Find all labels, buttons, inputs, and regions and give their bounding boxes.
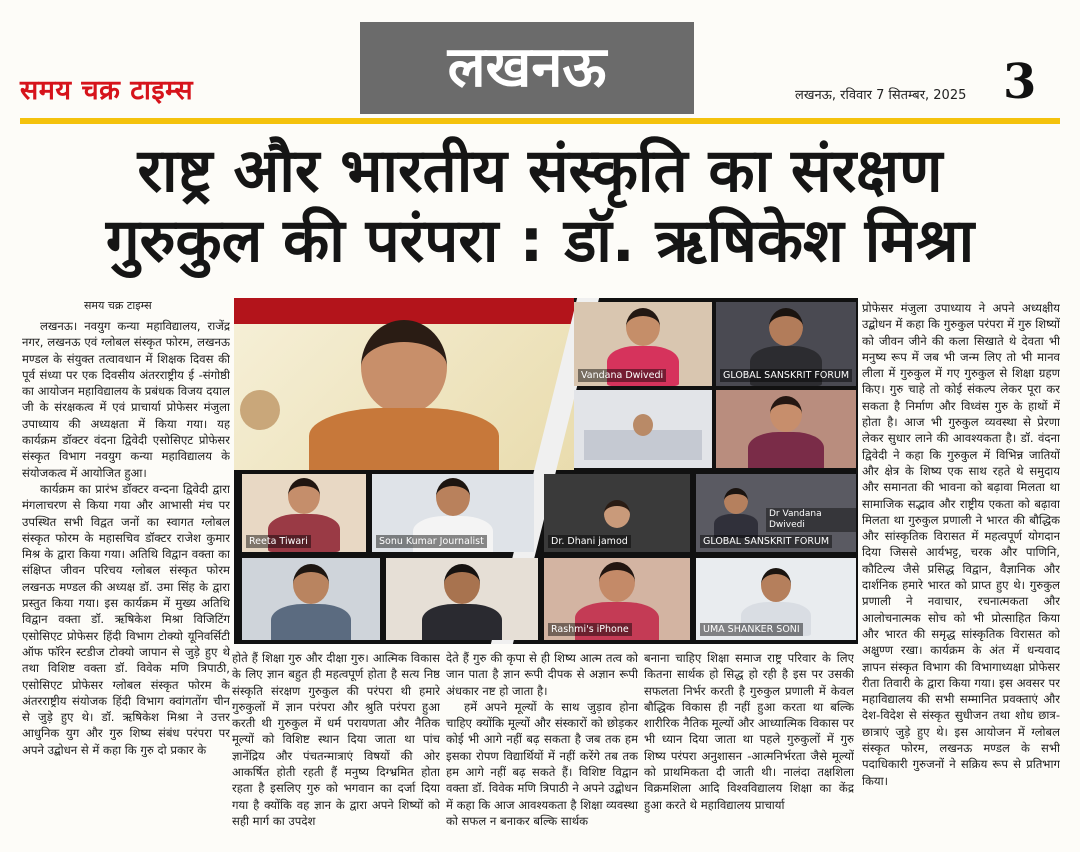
participant-tile-uma [696,558,856,640]
video-conference-photo [234,298,858,644]
participant-tile-rashmi [544,558,690,640]
paragraph: कार्यक्रम का प्रारंभ डॉक्टर वन्दना द्विवेदी द्वारा मंगलाचरण से किया गया और आभासी मंच पर उपस्थित सभी विद्वत जनों का स्वागत ग्लोबल संस्कृत फोरम के महासचिव डॉक्टर राजेश कुमार मिश्र के द्वारा किया गया। अतिथि विद्वान वक्ता का संक्षिप्त जीवन परिचय ग्लोबल संस्कृत फोरम लखनऊ मण्डल की अध्यक्ष डॉ. उमा सिंह के द्वारा प्रस्तुत किया गया। इस कार्यक्रम में मुख्य अतिथि विद्वान वक्ता डॉ. ऋषिकेश मिश्रा विजिटिंग एसोसिएट प्रोफेसर हिंदी विभाग टोक्यो यूनिवर्सिटी ऑफ फॉरेन स्टडीज टोक्यो जापान से जुड़े हुए थे तथा विशिष्ट वक्ता डॉ. विवेक मणि त्रिपाठी, एसोसिएट प्रोफेसर ग्लोबल संस्कृत फोरम के अंतरराष्ट्रीय संयोजक हिंदी विभाग क्वांगतोंग चीन से जुड़े हुए थे। डॉ. ऋषिकेश मिश्रा ने उत्तर आधुनिक युग और गुरु शिष्य संबंध परंपरा पर अपने उद्बोधन से में कहा कि गुरु दो प्रकार के [22,481,230,757]
participant-tile-forum-2 [696,474,856,552]
participant-tile-dhani [544,474,690,552]
headline [20,138,1060,274]
masthead-rule [20,118,1060,124]
speaker-person [309,320,499,470]
participant-name: Sonu Kumar Journalist [376,535,487,548]
article-column-4 [644,650,854,852]
byline: समय चक्र टाइम्स [84,299,152,312]
participant-name: GLOBAL SANSKRIT FORUM [720,369,852,382]
paragraph: हमें अपने मूल्यों के साथ जुड़ाव होना चाहिए क्योंकि मूल्यों और संस्कारों को छोड़कर कोई भी आगे नहीं बढ़ सकता है जब तक हम इसका रोपण विद्यार्थियों में नहीं करेंगे तब तक हम आगे नहीं बढ़ सकते हैं। विशिष्ट विद्वान वक्ता डॉ. विवेक मणि त्रिपाठी ने अपने उद्बोधन में कहा कि आज आवश्यकता है शिक्षा व्यवस्था को सफल न बनाकर बल्कि सार्थक [446,699,638,828]
paragraph: देते हैं गुरु की कृपा से ही शिष्य आत्म तत्व को जान पाता है ज्ञान रूपी दीपक से अज्ञान रूपी अंधकार नष्ट हो जाता है। [446,651,638,698]
page-number: 3 [1003,54,1037,110]
participant-name: GLOBAL SANSKRIT FORUM [700,535,832,548]
participant-tile-woman [716,390,856,468]
city-banner [360,22,694,114]
paragraph: बनाना चाहिए शिक्षा समाज राष्ट्र परिवार के लिए कितना सार्थक हो सिद्ध हो रही है इस पर उसकी सफलता निर्भर करती है गुरुकुल प्रणाली में केवल बौद्धिक विकास ही नहीं हुआ करता था बल्कि शारीरिक नैतिक मूल्यों और आध्यात्मिक विकास पर भी ध्यान दिया जाता था पहले गुरुकुलों में गुरु शिष्य परंपरा अनुशासन -आत्मनिर्भरता जैसे मूल्यों को प्राथमिकता दी जाती थी। नालंदा तक्षशिला विक्रमशिला आदि विश्वविद्यालय शिक्षा का केंद्र हुआ करते थे महाविद्यालय प्राचार्या [644,651,854,812]
masthead [0,0,1080,124]
participant-tile-classroom [574,390,712,468]
article-column-1 [22,318,230,852]
headline-line-1: राष्ट्र और भारतीय संस्कृति का संरक्षण [137,136,943,206]
participant-tile-sonu [372,474,534,552]
participant-tile-man-2 [386,558,538,640]
participant-name: Dr. Dhani jamod [548,535,631,548]
paragraph: लखनऊ। नवयुग कन्या महाविद्यालय, राजेंद्र नगर, लखनऊ एवं ग्लोबल संस्कृत फोरम, लखनऊ मण्डल के संयुक्त तत्वावधान में शिक्षक दिवस की पूर्व संध्या पर एक दिवसीय अंतरराष्ट्रीय ई -संगोष्ठी का आयोजन महाविद्यालय के प्रबंधक विजय दयाल जी के संरक्षकत्व में एवं प्राचार्या प्रोफेसर मंजुला उपाध्याय की अध्यक्षता में किया गया। यह कार्यक्रम डॉक्टर वंदना द्विवेदी एसोसिएट प्रोफेसर संस्कृत विभाग नवयुग कन्या महाविद्यालय के संयोजकत्व में आयोजित हुआ। [22,319,230,480]
newspaper-name: समय चक्र टाइम्स [20,75,194,106]
issue-date: लखनऊ, रविवार 7 सितम्बर, 2025 [795,88,967,103]
headline-line-2: गुरुकुल की परंपरा : डॉ. ऋषिकेश मिश्रा [105,206,975,276]
participant-tile-reeta [242,474,366,552]
participant-tile-vandana [574,302,712,386]
article-column-2 [232,650,440,852]
inset-photo [240,390,280,430]
paragraph: होते हैं शिक्षा गुरु और दीक्षा गुरु। आत्मिक विकास के लिए ज्ञान बहुत ही महत्वपूर्ण होता है सत्य निष्ठ संस्कृति संरक्षण गुरुकुल की परंपरा थी हमारे गुरुकुलों में ज्ञान परंपरा और श्रुति परंपरा हुआ करती थी गुरुकुल में धर्म परायणता और नैतिक मूल्यों को विशिष्ट स्थान दिया जाता था पांच ज्ञानेंद्रिय और पंचतन्मात्राएं विषयों की ओर आकर्षित होती रहती हैं मनुष्य दिग्भ्रमित होता रहता है इसलिए गुरु को भगवान का दर्जा दिया गया है क्योंकि वह ज्ञान के द्वारा अपने शिष्यों को सही मार्ग का उपदेश [232,651,440,828]
participant-tile-forum [716,302,856,386]
city-name: लखनऊ [447,35,607,100]
participant-tile-man-1 [242,558,380,640]
participant-name: Reeta Tiwari [246,535,311,548]
article-column-5 [862,300,1060,852]
participant-name: UMA SHANKER SONI [700,623,803,636]
article-column-3 [446,650,638,852]
participant-name: Rashmi's iPhone [548,623,632,636]
participant-name: Vandana Dwivedi [578,369,666,382]
participant-name: Dr Vandana Dwivedi [766,508,856,532]
speaker-tile [234,298,574,470]
paragraph: प्रोफेसर मंजुला उपाध्याय ने अपने अध्यक्षीय उद्बोधन में कहा कि गुरुकुल परंपरा में गुरु शिष्यों को जीवन जीने की कला सिखाते थे देवता भी मनुष्य रूप में जब भी जन्म लिए तो भी मानव लीला में गुरुकुल में गए गुरुकुल से शिक्षा ग्रहण किए। गुरु चाहे तो कोई संकल्प लेकर पूरा कर सकता है निर्माण और विध्वंस गुरु के हाथों में होता है। आज भी गुरुकुल व्यवस्था से प्रेरणा लेकर सुधार लाने की आवश्यकता है। डॉ. वंदना द्विवेदी ने कहा कि गुरुकुल में विभिन्न जातियों और क्षेत्र के शिष्य एक साथ रहते थे समुदाय और समानता की भावना को बढ़ावा मिलता था सामाजिक सद्भाव और राष्ट्रीय एकता को बढ़ावा मिलता था गुरुकुल प्रणाली ने भारत की बौद्धिक और सांस्कृतिक विरासत में महत्वपूर्ण योगदान दिया जिससे आर्यभट्ट, चरक और पाणिनि, कौटिल्य जैसे प्रसिद्ध विद्वान, वैज्ञानिक और दार्शनिक हमारे भारत को प्राप्त हुए थे। गुरुकुल प्रणाली ने नवाचार, रचनात्मकता और आलोचनात्मक सोच को भी प्रोत्साहित किया और भारत की समृद्ध सांस्कृतिक विरासत को अक्षुण्ण रखा। कार्यक्रम के अंत में धन्यवाद ज्ञापन संस्कृत विभाग की विभागाध्यक्षा प्रोफेसर रीता तिवारी के द्वारा किया गया। इस अवसर पर महाविद्यालय की सभी सम्मानित प्रवक्ताएं और देश-विदेश से संस्कृत सुधीजन तथा शोध छात्र-छात्राएं जुड़े हुए थे। इस आयोजन में ग्लोबल संस्कृत फोरम, लखनऊ मण्डल के सभी पदाधिकारी गुरुजनों ने सक्रिय रूप से प्रतिभाग किया। [862,301,1060,788]
